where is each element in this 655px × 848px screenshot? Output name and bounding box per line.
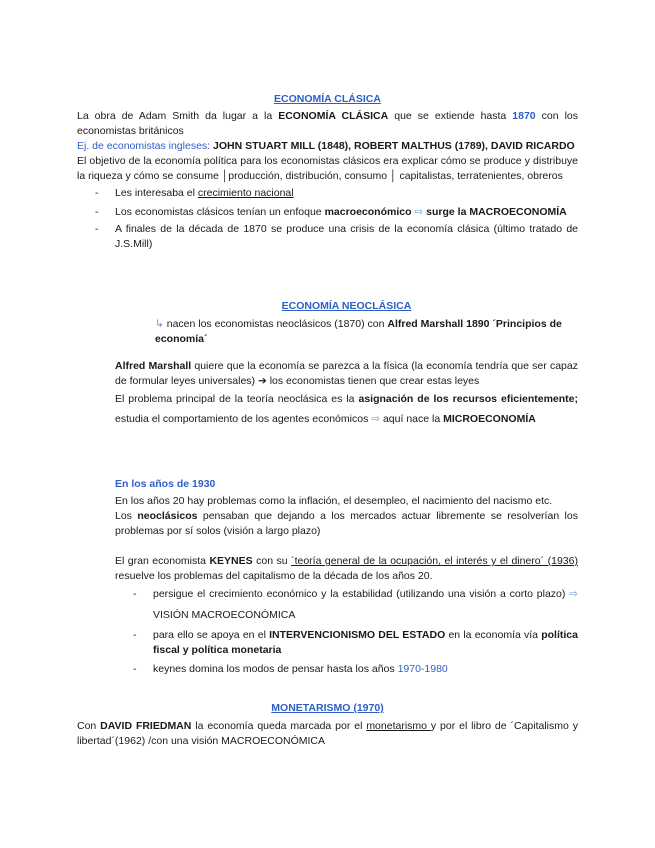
text: para ello se apoya en el <box>153 629 270 641</box>
text: en la economía vía <box>445 629 542 641</box>
text-bold: JOHN STUART MILL (1848), ROBERT MALTHUS (1789), DAVID RICARDO <box>210 140 575 152</box>
text-bold: asignación de los recursos eficientemente; <box>358 393 578 405</box>
text: Con <box>77 720 101 732</box>
list-item <box>153 628 578 658</box>
text: La obra de Adam Smith da lugar a la <box>77 110 279 122</box>
text-bold: MICROECONOMÍA <box>443 413 536 425</box>
text-bold: ECONOMÍA CLÁSICA <box>278 110 389 122</box>
text: y por el libro de ´Capitalismo y libertad´(1962) /con una visión MACROECONÓMICA <box>77 720 578 747</box>
text-label: Ej. de economistas ingleses: <box>77 140 211 152</box>
text: nacen los economistas neoclásicos (1870) con <box>163 318 388 330</box>
section-anos-1930 <box>115 477 578 677</box>
section-monetarismo <box>77 701 578 749</box>
paragraph-ejemplo <box>77 139 578 154</box>
paragraph-keynes <box>115 554 578 584</box>
text: VISIÓN MACROECONÓMICA <box>153 609 296 621</box>
text: resuelve los problemas del capitalismo de la década de los años 20. <box>115 570 433 582</box>
text-bold: DAVID FRIEDMAN <box>100 720 192 732</box>
text: estudia el comportamiento de los agentes económicos <box>115 413 372 425</box>
arrow-icon: ⇨ <box>371 413 381 425</box>
text-bold: macroeconómico <box>324 206 412 218</box>
paragraph-marshall <box>115 359 578 389</box>
arrow-icon: ⇨ <box>569 588 578 600</box>
text: El problema principal de la teoría neoclásica es la <box>115 393 359 405</box>
list-item <box>153 584 578 626</box>
text: A finales de la década de 1870 se produce una crisis de la economía clásica (último tratado de J.S.Mill) <box>115 223 578 250</box>
text-year: 1870 <box>512 110 536 122</box>
list-item <box>115 205 578 220</box>
heading-anos-1930: En los años de 1930 <box>115 478 216 490</box>
text: aquí nace la <box>380 413 444 425</box>
heading-monetarismo: MONETARISMO (1970) <box>271 702 384 714</box>
text-bold: INTERVENCIONISMO DEL ESTADO <box>269 629 446 641</box>
list-item <box>115 186 578 201</box>
return-arrow-icon: ↳ <box>155 318 164 330</box>
section-economia-clasica <box>77 92 578 252</box>
paragraph-problema <box>115 389 578 429</box>
right-arrow-icon: ➔ <box>257 375 267 387</box>
text: El gran economista <box>115 555 210 567</box>
text-years: 1970-1980 <box>397 663 448 675</box>
text-bold: KEYNES <box>209 555 253 567</box>
heading-economia-neoclasica: ECONOMÍA NEOCLÁSICA <box>281 300 412 312</box>
paragraph-neoclasicos <box>115 509 578 539</box>
section-economia-neoclasica <box>115 299 578 429</box>
text: Los <box>115 510 138 522</box>
text-bold: surge la MACROECONOMÍA <box>426 206 567 218</box>
paragraph-adam-smith <box>77 109 578 139</box>
text: Los economistas clásicos tenían un enfoque <box>115 206 325 218</box>
text-underline: crecimiento nacional <box>197 187 294 199</box>
text-underline: monetarismo <box>366 720 431 732</box>
text-bold: Alfred Marshall 1890 ´Principios de economía´ <box>155 318 562 345</box>
text-bold: Alfred Marshall <box>115 360 192 372</box>
arrow-icon: ⇨ <box>414 206 424 218</box>
paragraph-nacen <box>155 317 578 347</box>
heading-economia-clasica: ECONOMÍA CLÁSICA <box>274 93 381 105</box>
text: keynes domina los modos de pensar hasta los años <box>153 663 398 675</box>
text: con su <box>252 555 292 567</box>
text: con los economistas británicos <box>77 110 579 137</box>
text: persigue el crecimiento económico y la estabilidad (utilizando una visión a corto plazo) <box>153 588 570 600</box>
text-bold: política fiscal y política monetaria <box>153 629 578 656</box>
text-bold: neoclásicos <box>137 510 198 522</box>
list-item <box>115 222 578 252</box>
text-underline: ´teoría general de la ocupación, el interés y el dinero´ (1936) <box>291 555 578 567</box>
text: los economistas tienen que crear estas leyes <box>266 375 480 387</box>
paragraph-anos-20: En los años 20 hay problemas como la inflación, el desempleo, el nacimiento del nacismo etc. <box>115 495 553 507</box>
text: pensaban que dejando a los mercados actuar libremente se resolverían los problemas por sí solos (visión a largo plazo) <box>115 510 578 537</box>
paragraph-objetivo: El objetivo de la economía política para los economistas clásicos era explicar cómo se produce y distribuye la riqueza y cómo se consume │producción, distribución, consumo │ capitalistas, terratenientes, obreros <box>77 155 578 182</box>
text: quiere que la economía se parezca a la física (la economía tendría que ser capaz de formular leyes universales) <box>115 360 578 387</box>
list-keynes <box>153 584 578 677</box>
text: la economía queda marcada por el <box>191 720 367 732</box>
list-clasica <box>115 186 578 252</box>
list-item <box>153 662 578 677</box>
paragraph-friedman <box>77 719 578 749</box>
text: que se extiende hasta <box>388 110 513 122</box>
text: Les interesaba el <box>115 187 198 199</box>
